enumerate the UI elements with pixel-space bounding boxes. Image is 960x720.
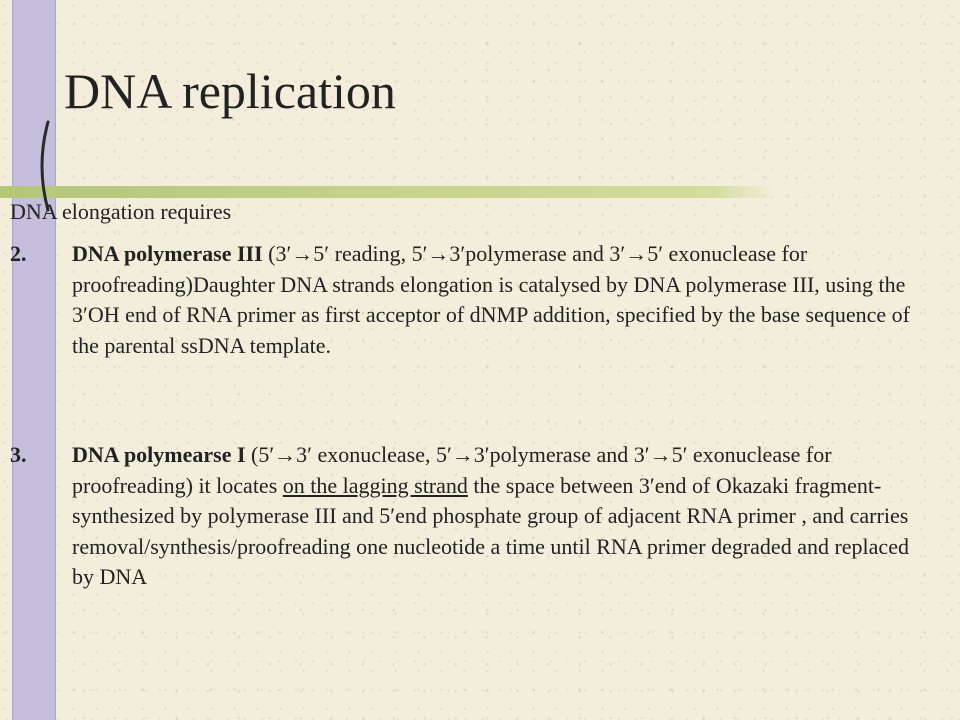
item-number: 2. — [10, 241, 27, 266]
item-body — [72, 440, 930, 593]
item-text: (5′→3′ exonuclease, 5′→3′polymerase and 3′→5′ exonuclease for proofreading) it locates — [72, 442, 832, 498]
item-heading: DNA polymerase III — [72, 241, 263, 266]
item-text: the space between 3′end of Okazaki fragment-synthesized by polymerase III and 5′end phosphate group of adjacent RNA primer , and carries removal/synthesis/proofreading one nucleotide a time until RNA primer degraded and replaced by DNA — [72, 472, 909, 589]
intro-text: DNA elongation requires — [10, 199, 232, 224]
underlined-phrase: on the lagging strand — [282, 472, 468, 498]
slide-title: DNA replication — [64, 63, 396, 119]
item-number: 3. — [10, 442, 27, 467]
list-item — [10, 440, 930, 593]
item-text: (3′→5′ reading, 5′→3′polymerase and 3′→5′ exonuclease for proofreading)Daughter DNA strands elongation is catalysed by DNA polymerase III, using the 3′OH end of RNA primer as first acceptor of dNMP addition, specified by the base sequence of the parental ssDNA template. — [72, 241, 910, 358]
item-heading: DNA polymearse I — [72, 442, 246, 467]
item-body — [72, 239, 930, 361]
list-item — [10, 239, 930, 361]
